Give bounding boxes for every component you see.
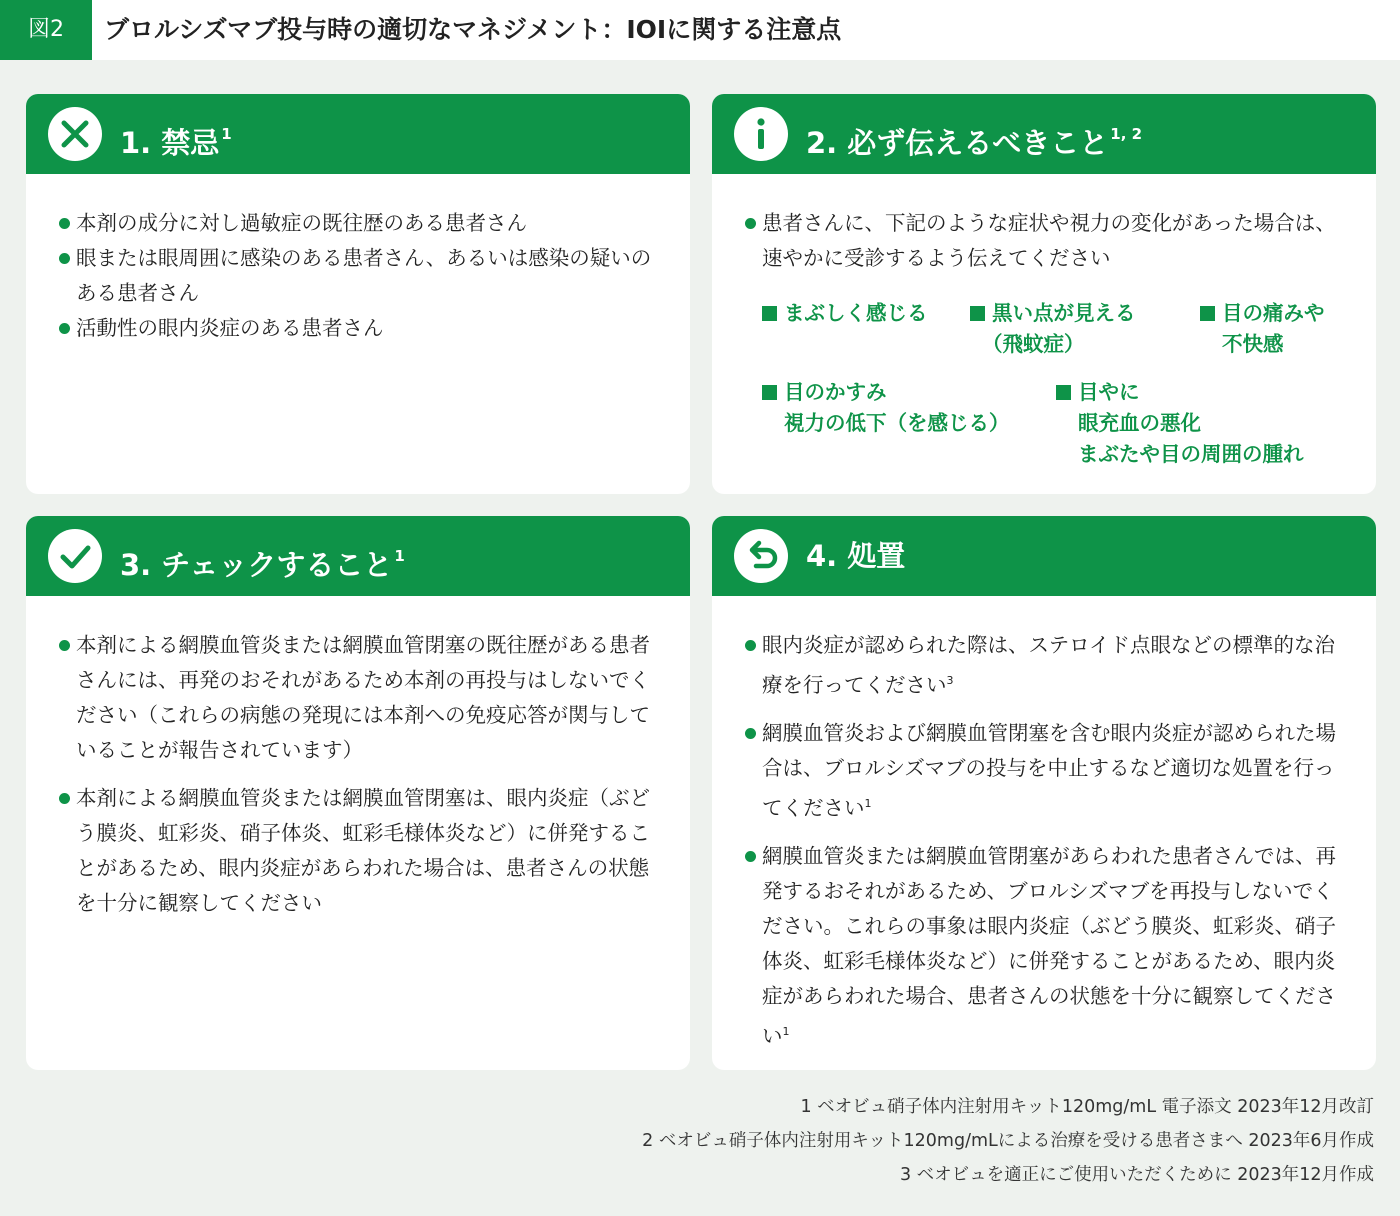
reference-marker: 1 xyxy=(782,1025,790,1038)
card-title: 4. 処置 xyxy=(806,539,906,573)
symptom-blurred-vision: 目のかすみ 視力の低下（を感じる） xyxy=(762,377,1010,439)
list-item: 眼内炎症が認められた際は、ステロイド点眼などの標準的な治療を行ってください$^3$ xyxy=(744,628,1346,703)
card-header xyxy=(712,516,1376,596)
references xyxy=(642,1090,1374,1192)
return-arrow-icon xyxy=(734,529,788,583)
card-title: 2. 必ず伝えるべきこと $^{1, 2}$ xyxy=(806,125,1143,160)
card-contraindications xyxy=(26,94,690,494)
card-treatment xyxy=(712,516,1376,1070)
reference-marker: 1 xyxy=(221,125,232,143)
info-icon xyxy=(734,107,788,161)
bullet-list xyxy=(58,628,656,921)
card-header xyxy=(26,94,690,174)
list-item: 患者さんに、下記のような症状や視力の変化があった場合は、速やかに受診するよう伝えてください xyxy=(744,206,1346,276)
card-body xyxy=(58,206,656,346)
bullet-list xyxy=(58,206,656,346)
checkmark-icon xyxy=(48,529,102,583)
square-bullet-icon xyxy=(1200,306,1215,321)
reference-marker: 3 xyxy=(946,674,954,687)
list-item: 本剤による網膜血管炎または網膜血管閉塞の既往歴がある患者さんには、再発のおそれがあるため本剤の再投与はしないでください（これらの病態の発現には本剤への免疫応答が関与していることが報告されています） xyxy=(58,628,656,768)
reference-item: 2 ベオビュ硝子体内注射用キット120mg/mLによる治療を受ける患者さまへ 2023年6月作成 xyxy=(642,1131,1374,1151)
card-body xyxy=(744,628,1346,1067)
symptom-pain: 目の痛みや 不快感 xyxy=(1200,298,1325,360)
card-body xyxy=(58,628,656,934)
square-bullet-icon xyxy=(970,306,985,321)
square-bullet-icon xyxy=(762,385,777,400)
card-check xyxy=(26,516,690,1070)
reference-item: 3 ベオビュを適正にご使用いただくために 2023年12月作成 xyxy=(899,1165,1374,1185)
list-item: 本剤による網膜血管炎または網膜血管閉塞は、眼内炎症（ぶどう膜炎、虹彩炎、硝子体炎、虹彩毛様体炎など）に併発することがあるため、眼内炎症があらわれた場合は、患者さんの状態を十分に観察してください xyxy=(58,781,656,921)
symptom-glare: まぶしく感じる xyxy=(762,298,928,329)
cross-icon xyxy=(48,107,102,161)
square-bullet-icon xyxy=(1056,385,1071,400)
square-bullet-icon xyxy=(762,306,777,321)
card-title: 1. 禁忌 $^1$ xyxy=(120,125,232,160)
reference-item: 1 ベオビュ硝子体内注射用キット120mg/mL 電子添文 2023年12月改訂 xyxy=(800,1097,1374,1117)
list-item: 網膜血管炎または網膜血管閉塞があらわれた患者さんでは、再発するおそれがあるため、ブロルシズマブを再投与しないでください。これらの事象は眼内炎症（ぶどう膜炎、虹彩炎、硝子体炎、虹彩毛様体炎など）に併発することがあるため、眼内炎症があらわれた場合、患者さんの状態を十分に観察してください$^1$ xyxy=(744,839,1346,1054)
list-item: 網膜血管炎および網膜血管閉塞を含む眼内炎症が認められた場合は、ブロルシズマブの投与を中止するなど適切な処置を行ってください$^1$ xyxy=(744,716,1346,826)
symptom-discharge: 目やに 眼充血の悪化 まぶたや目の周囲の腫れ xyxy=(1056,377,1304,470)
list-item: 本剤の成分に対し過敏症の既往歴のある患者さん xyxy=(58,206,656,241)
card-must-tell xyxy=(712,94,1376,494)
figure-label: 図2 xyxy=(0,0,92,60)
page-title: ブロルシズマブ投与時の適切なマネジメント：IOIに関する注意点 xyxy=(104,15,842,44)
bullet-list xyxy=(744,628,1346,1054)
card-header xyxy=(712,94,1376,174)
bullet-list xyxy=(744,206,1346,276)
header-bar xyxy=(0,0,1400,60)
symptom-floaters: 黒い点が見える （飛蚊症） xyxy=(970,298,1136,360)
list-item: 眼または眼周囲に感染のある患者さん、あるいは感染の疑いのある患者さん xyxy=(58,241,656,311)
card-title: 3. チェックすること $^1$ xyxy=(120,547,405,582)
card-body xyxy=(744,206,1346,276)
reference-marker: 1, 2 xyxy=(1110,125,1143,143)
list-item: 活動性の眼内炎症のある患者さん xyxy=(58,311,656,346)
reference-marker: 1 xyxy=(394,547,405,565)
reference-marker: 1 xyxy=(864,797,872,810)
card-header xyxy=(26,516,690,596)
